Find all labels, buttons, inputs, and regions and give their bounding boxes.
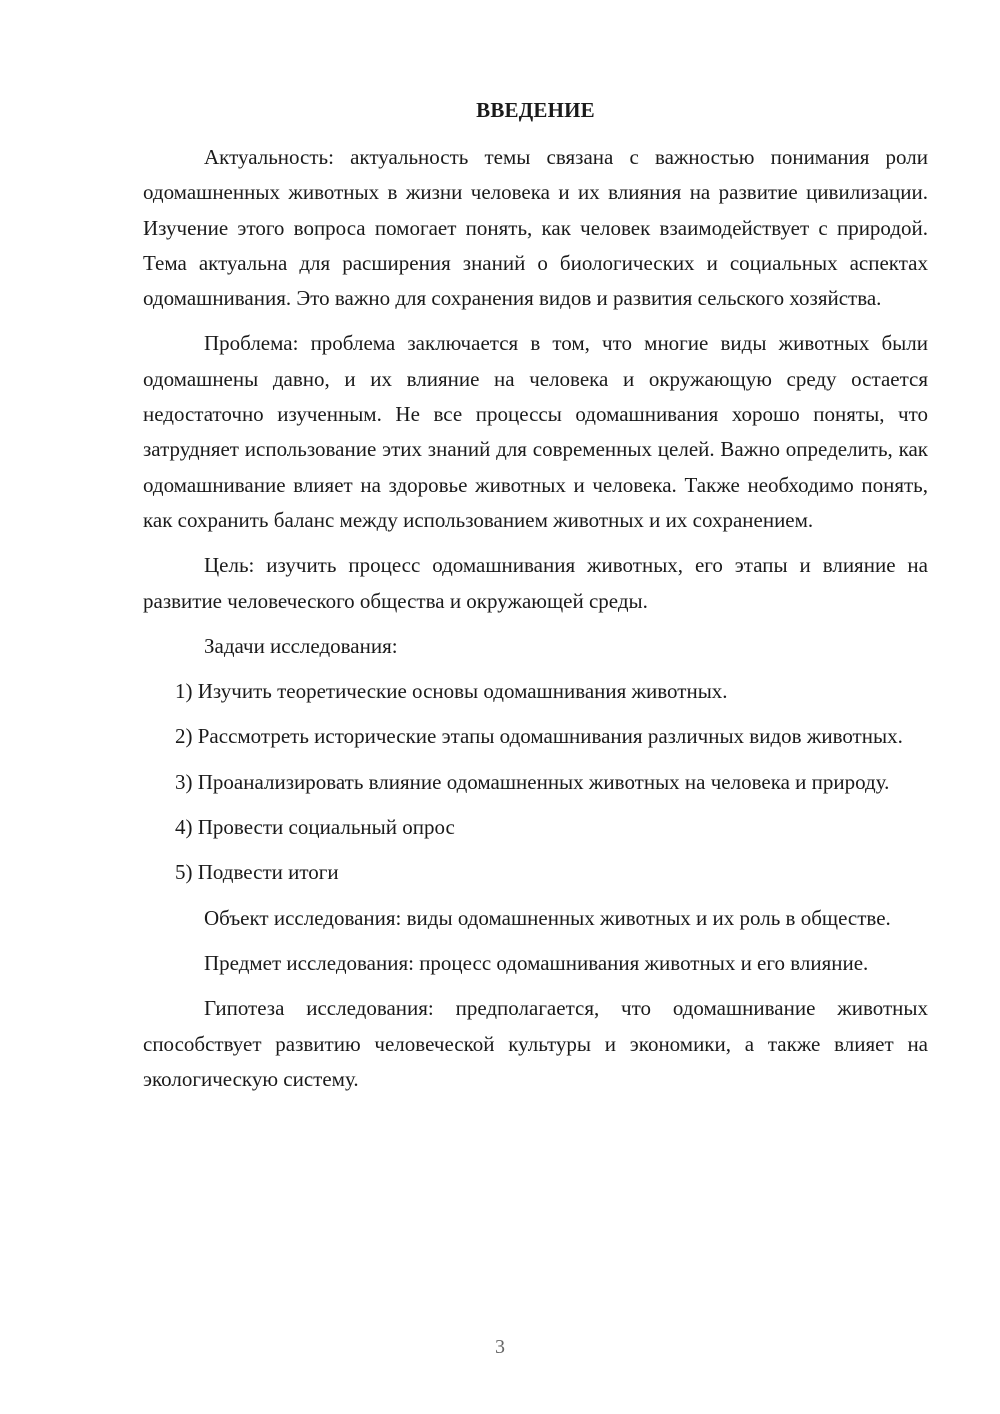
document-body [143,92,928,1107]
subject-paragraph: Предмет исследования: процесс одомашнивания животных и его влияние. [204,950,869,975]
task-item-3: 3) Проанализировать влияние одомашненных животных на человека и природу. [175,769,890,794]
task-item-4: 4) Провести социальный опрос [175,815,455,840]
relevance-paragraph: Актуальность: актуальность темы связана с важностью понимания роли одомашненных животных в жизни человека и их влияния на развитие цивилизации. Изучение этого вопроса помогает понять, как человек взаимодействует с природой. Тема актуальна для расширения знаний о биологических и социальных аспектах одомашнивания. Это важно для сохранения видов и развития сельского хозяйства. [143,145,928,311]
hypothesis-paragraph: Гипотеза исследования: предполагается, что одомашнивание животных способствует развитию человеческой культуры и экономики, а также влияет на экологическую систему. [143,996,928,1091]
goal-paragraph: Цель: изучить процесс одомашнивания животных, его этапы и влияние на развитие человеческого общества и окружающей среды. [143,553,928,613]
tasks-heading: Задачи исследования: [204,633,398,658]
problem-paragraph: Проблема: проблема заключается в том, что многие виды животных были одомашнены давно, и их влияние на человека и окружающую среду остается недостаточно изученным. Не все процессы одомашнивания хорошо поняты, что затрудняет использование этих знаний для современных целей. Важно определить, как одомашнивание влияет на здоровье животных и человека. Также необходимо понять, как сохранить баланс между использованием животных и их сохранением. [143,331,928,532]
object-paragraph: Объект исследования: виды одомашненных животных и их роль в обществе. [204,905,891,930]
page-title: ВВЕДЕНИЕ [476,98,595,122]
task-item-5: 5) Подвести итоги [175,860,339,885]
task-item-1: 1) Изучить теоретические основы одомашнивания животных. [175,679,728,704]
task-item-2: 2) Рассмотреть исторические этапы одомашнивания различных видов животных. [175,724,903,749]
page-number: 3 [495,1336,505,1358]
